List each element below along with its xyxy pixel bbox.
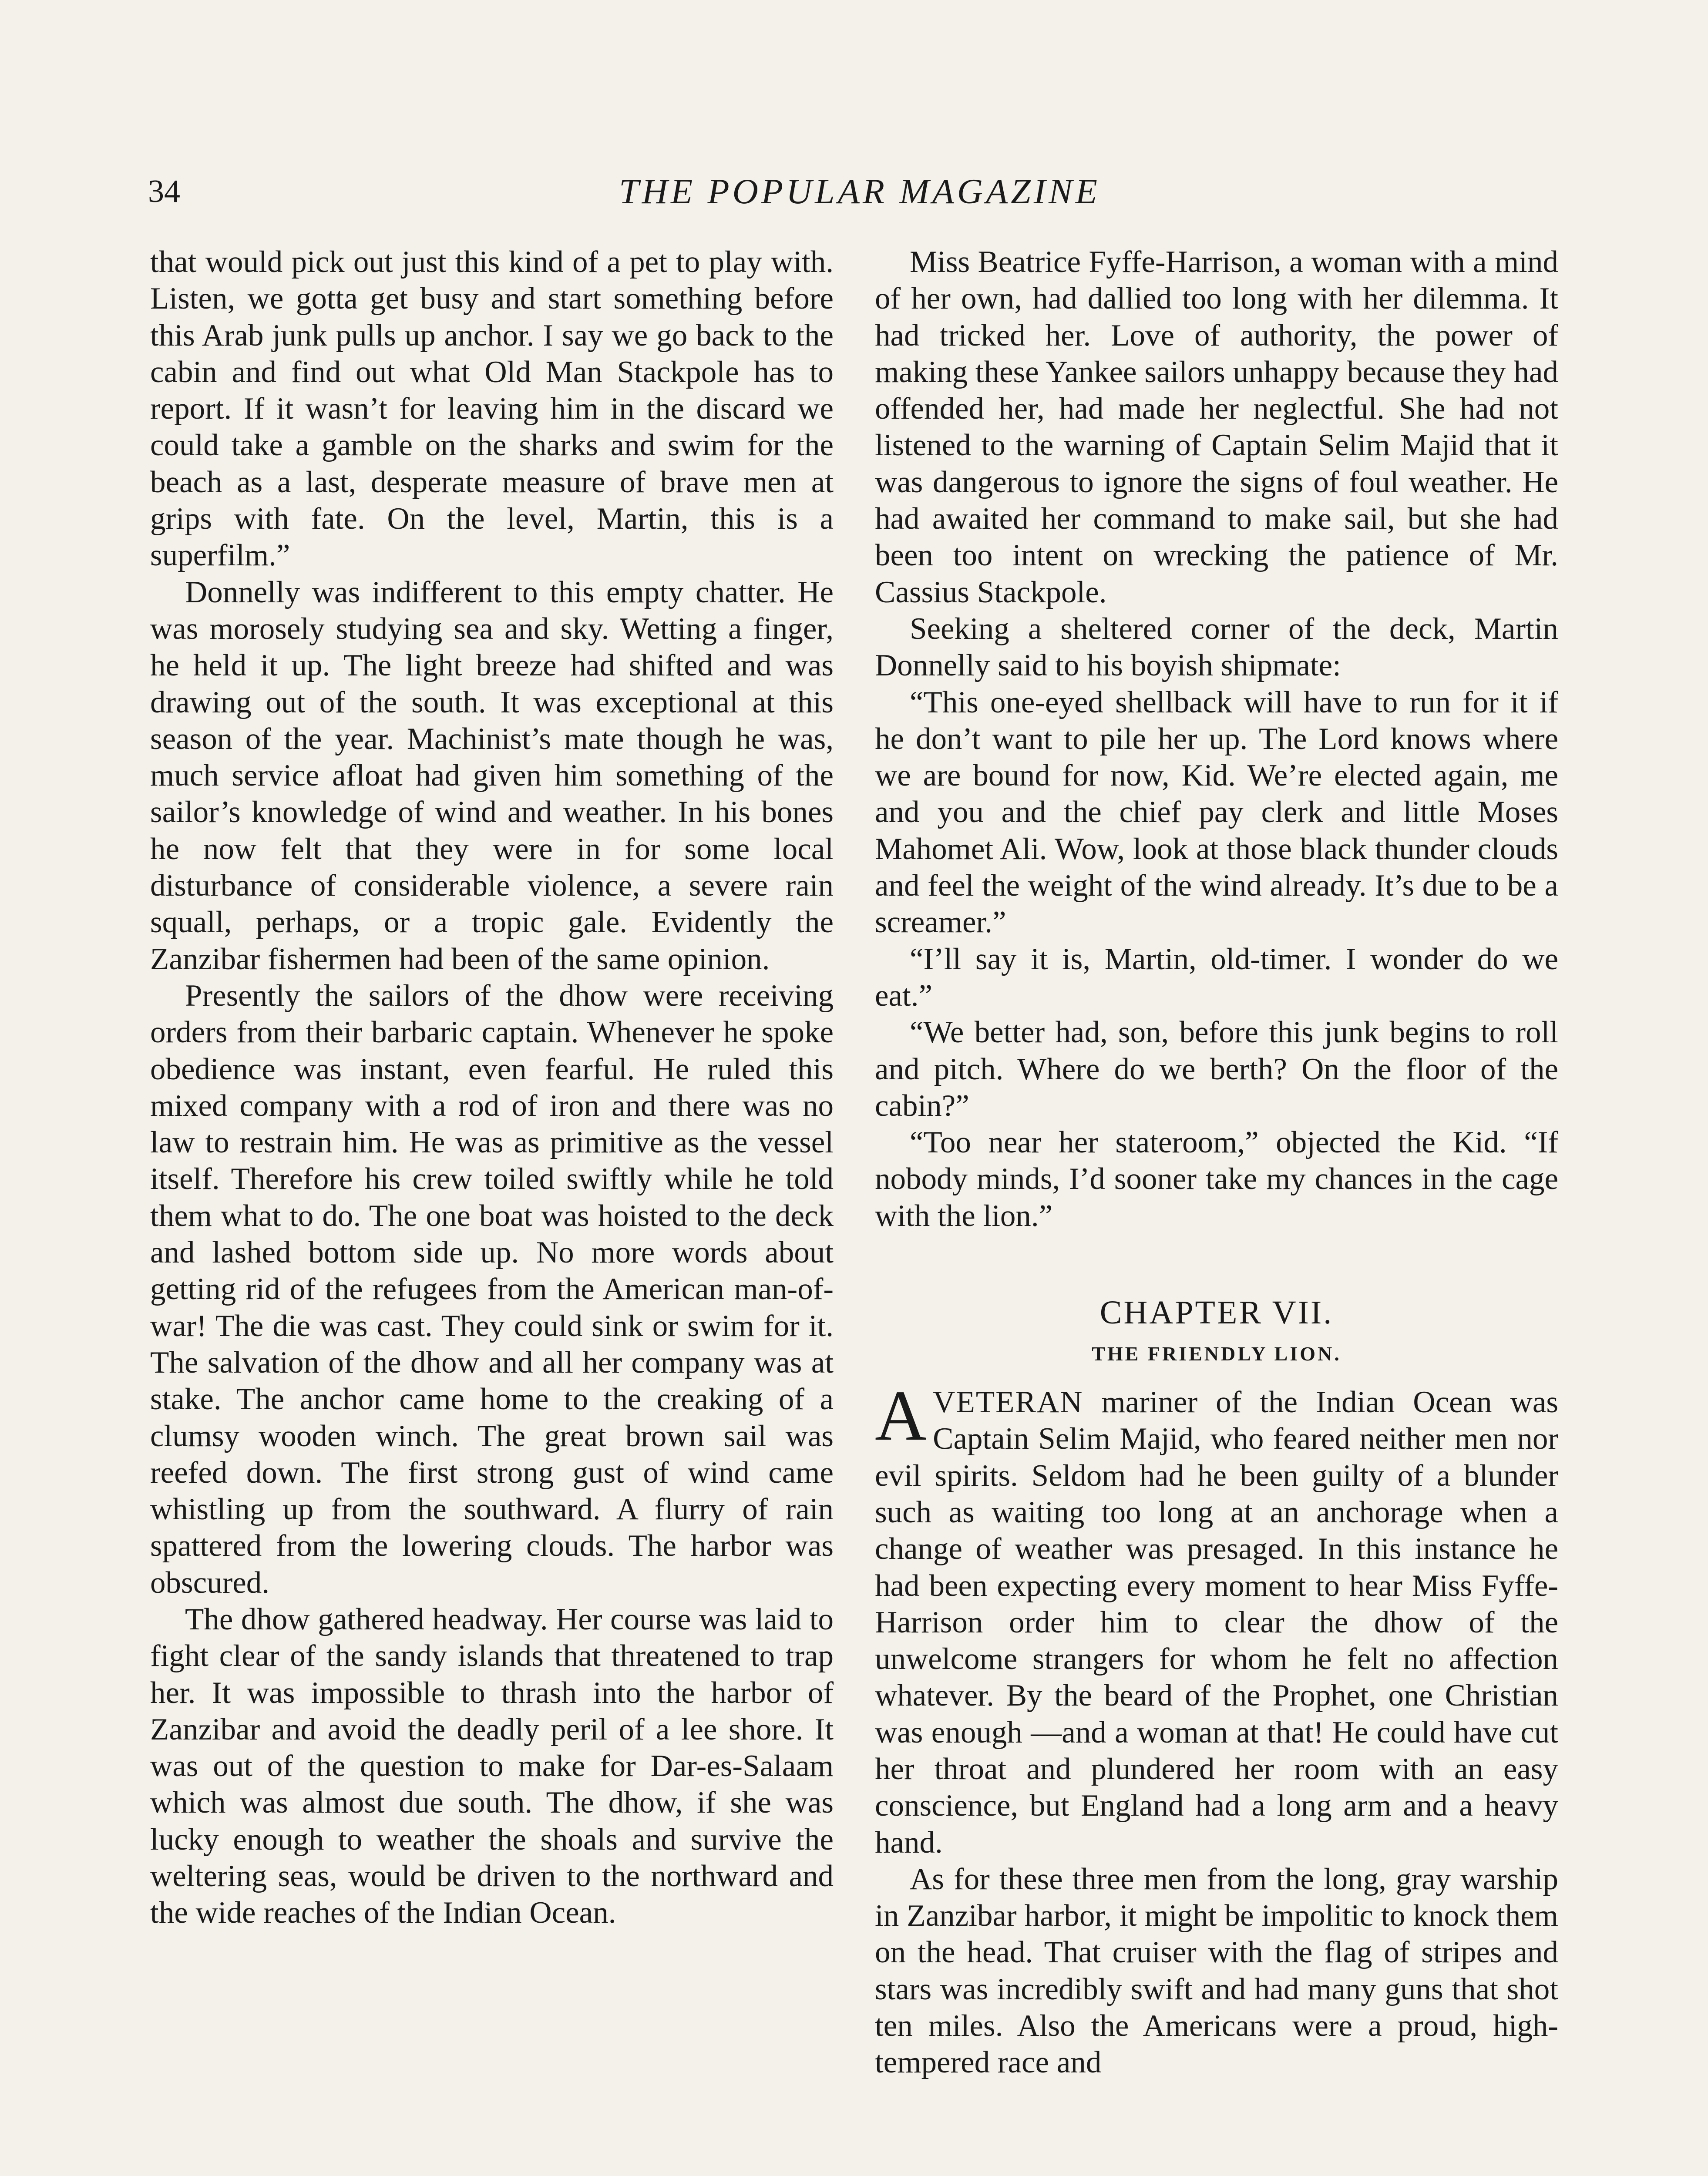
chapter-title: THE FRIENDLY LION. <box>1092 1343 1342 1365</box>
left-column <box>150 244 834 1931</box>
chapter-opening-paragraph <box>875 1376 1558 1861</box>
drop-cap: A <box>875 1376 927 1456</box>
opening-word: VETERAN <box>933 1385 1083 1420</box>
paragraph: that would pick out just this kind of a pet to play with. Listen, we gotta get busy and start something before this Arab junk pulls up anchor. I say we go back to the cabin and find out what Old Man Stackpole has to report. If it wasn’t for leaving him in the discard we could take a gamble on the sharks and swim for the beach as a last, desperate measure of brave men at grips with fate. On the level, Martin, this is a superfilm.” <box>150 245 834 573</box>
paragraph: “Too near her stateroom,” objected the Kid. “If nobody minds, I’d sooner take my chances in the cage with the lion.” <box>875 1125 1558 1233</box>
paragraph: “I’ll say it is, Martin, old-timer. I wonder do we eat.” <box>875 942 1558 1013</box>
paragraph: The dhow gathered headway. Her course was laid to fight clear of the sandy islands that threatened to trap her. It was impossible to thrash into the harbor of Zanzibar and avoid the deadly peril of a lee shore. It was out of the question to make for Dar-es-Salaam which was almost due south. The dhow, if she was lucky enough to weather the shoals and survive the weltering seas, would be driven to the northward and the wide reaches of the Indian Ocean. <box>150 1602 834 1930</box>
running-head: THE POPULAR MAGAZINE <box>619 171 1100 211</box>
chapter-number: CHAPTER VII. <box>1099 1294 1334 1331</box>
page-header <box>148 165 1571 218</box>
chapter-heading <box>875 1291 1558 1373</box>
paragraph: Presently the sailors of the dhow were receiving orders from their barbaric captain. Whenever he spoke obedience was instant, even fearful. He ruled this mixed company with a rod of iron and there was no law to restrain him. He was as primitive as the vessel itself. Therefore his crew toiled swiftly while he told them what to do. The one boat was hoisted to the deck and lashed bottom side up. No more words about getting rid of the refugees from the American man-of-war! The die was cast. They could sink or swim for it. The salvation of the dhow and all her company was at stake. The anchor came home to the creaking of a clumsy wooden winch. The great brown sail was reefed down. The first strong gust of wind came whistling up from the southward. A flurry of rain spattered from the lowering clouds. The harbor was obscured. <box>150 978 834 1600</box>
right-column <box>875 244 1558 2081</box>
paragraph: As for these three men from the long, gray warship in Zanzibar harbor, it might be impolitic to knock them on the head. That cruiser with the flag of stripes and stars was incredibly swift and had many guns that shot ten miles. Also the Americans were a proud, high-tempered race and <box>875 1862 1558 2080</box>
paragraph: Donnelly was indifferent to this empty chatter. He was morosely studying sea and sky. Wetting a finger, he held it up. The light breeze had shifted and was drawing out of the south. It was exceptional at this season of the year. Machinist’s mate though he was, much service afloat had given him something of the sailor’s knowledge of wind and weather. In his bones he now felt that they were in for some local disturbance of considerable violence, a severe rain squall, perhaps, or a tropic gale. Evidently the Zanzibar fishermen had been of the same opinion. <box>150 575 834 976</box>
paragraph: Seeking a sheltered corner of the deck, Martin Donnelly said to his boyish shipmate: <box>875 611 1558 683</box>
paragraph: “We better had, son, before this junk begins to roll and pitch. Where do we berth? On the floor of the cabin?” <box>875 1015 1558 1123</box>
paragraph-text: mariner of the Indian Ocean was Captain Selim Majid, who feared neither men nor evil spirits. Seldom had he been guilty of a blunder such as waiting too long at an anchorage when a change of weather was presaged. In this instance he had been expecting every moment to hear Miss Fyffe-Harrison order him to clear the dhow of the unwelcome strangers for whom he felt no affection whatever. By the beard of the Prophet, one Christian was enough —and a woman at that! He could have cut her throat and plundered her room with an easy conscience, but England had a long arm and a heavy hand. <box>875 1385 1558 1860</box>
page-number: 34 <box>148 174 180 209</box>
paragraph: “This one-eyed shellback will have to run for it if he don’t want to pile her up. The Lord knows where we are bound for now, Kid. We’re elected again, me and you and the chief pay clerk and little Moses Mahomet Ali. Wow, look at those black thunder clouds and feel the weight of the wind already. It’s due to be a screamer.” <box>875 685 1558 940</box>
paragraph: Miss Beatrice Fyffe-Harrison, a woman with a mind of her own, had dallied too long with her dilemma. It had tricked her. Love of authority, the power of making these Yankee sailors unhappy because they had offended her, had made her neglectful. She had not listened to the warning of Captain Selim Majid that it was dangerous to ignore the signs of foul weather. He had awaited her command to make sail, but she had been too intent on wrecking the patience of Mr. Cassius Stackpole. <box>875 245 1558 609</box>
